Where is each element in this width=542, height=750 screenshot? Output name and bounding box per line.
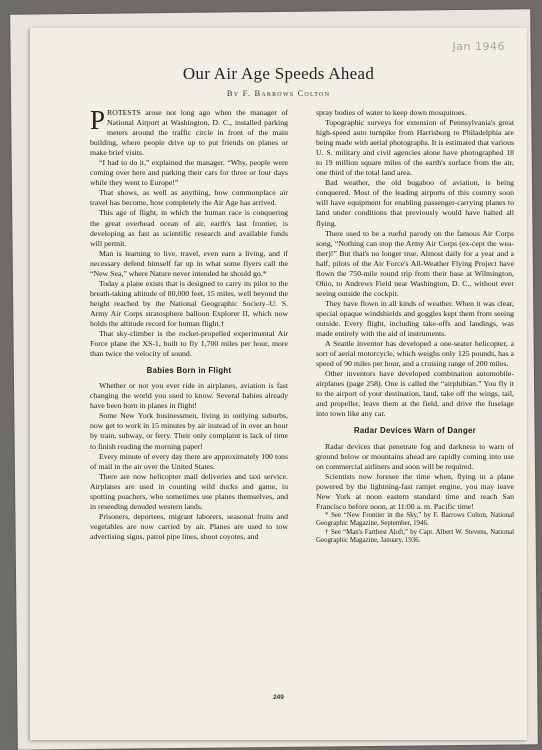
paragraph: Prisoners, deportees, migrant laborers, seasonal fruits and vegetables are now carried by air. Planes are used to tow advertising signs, patrol pipe lines, shoot coyotes, and bbox=[90, 511, 288, 541]
paragraph: Other inventors have developed combination automobile-airplanes (page 258). One is called the “airphibian.” You fly it to the airport of your destination, land, take off the wings, tail, and propeller, leave them at the field, and drive the fuselage into town like any car. bbox=[316, 369, 514, 419]
magazine-page bbox=[30, 28, 527, 740]
paragraph: spray bodies of water to keep down mosquitoes. bbox=[316, 108, 467, 117]
paragraph: Man is learning to live, travel, even earn a living, and if necessary defend himself far up in what some flyers call the “New Sea,” where Nature never intended he should go.* bbox=[90, 248, 288, 278]
paragraph: That shows, as well as anything, how commonplace air travel has become, how completely the Air Age has arrived. bbox=[90, 188, 288, 208]
paragraph: “I had to do it,” explained the manager. “Why, people were coming over here and parking their cars for three or four days while they went to Europe!” bbox=[90, 158, 288, 188]
article-byline: By F. Barrows Colton bbox=[226, 88, 331, 98]
subhead-babies-born: Babies Born in Flight bbox=[146, 366, 232, 376]
paragraph: A Seattle inventor has developed a one-seater helicopter, a sort of aerial motorcycle, which weighs only 125 pounds, has a speed of 90 miles per hour, and a cruising range of 200 miles. bbox=[316, 339, 514, 369]
footnotes bbox=[316, 512, 514, 546]
right-paragraphs bbox=[316, 108, 514, 419]
paragraph: Every minute of every day there are approximately 100 tons of mail in the air over the United States. bbox=[90, 451, 288, 471]
paragraph: Radar devices that penetrate fog and darkness to warn of ground below or mountains ahead are rapidly coming into use on commercial airliners and soon will be required. bbox=[316, 441, 514, 471]
right-column bbox=[316, 108, 514, 545]
paragraph: There used to be a rueful parody on the famous Air Corps song, “Nothing can stop the Army Air Corps (ex-cept the wea-ther)!” But that's no longer true. Almost daily for a year and a half, pilots of the Air Force's All-Weather Flying Project have flown the 750-mile round trip from their base at Wilmington, Ohio, to Andrews Field near Washington, D. C., without ever seeing outside the cockpit. bbox=[316, 228, 514, 298]
drop-cap: P bbox=[90, 105, 106, 135]
footnote: * See “New Frontier in the Sky,” by F. Barrows Colton, National Geographic Magazine, September, 1946. bbox=[316, 511, 514, 528]
paragraph: Scientists now foresee the time when, flying in a plane powered by the lightning-fast ramjet engine, you may leave New York at noon eastern standard time and reach San Francisco before noon, at 11:00 a. m. Pacific time! bbox=[316, 471, 514, 511]
paragraph: This age of flight, in which the human race is conquering the great overhead ocean of air, earth's last frontier, is developing as fast as scientific research and available funds will permit. bbox=[90, 208, 288, 248]
paragraph: Topographic surveys for extension of Pennsylvania's great high-speed auto turnpike from Harrisburg to Philadelphia are being made with aerial photographs. It is estimated that various U. S. military and civil agencies alone have photographed 18 to 19 million square miles of the earth's surface from the air, one third of the total land area. bbox=[316, 118, 514, 178]
paragraph: There are now helicopter mail deliveries and taxi service. Airplanes are used in counting wild ducks and game, in spotting poachers, who sometimes use planes themselves, and in reseeding denuded western lands. bbox=[90, 471, 288, 511]
right-paragraphs-2 bbox=[316, 442, 514, 512]
paragraph: Some New York businessmen, living in outlying suburbs, now get to work in 15 minutes by air instead of in over an hour by train, subway, or ferry. Their only complaint is lack of time to finish reading the morning paper! bbox=[90, 411, 288, 451]
paragraph: That sky-climber is the rocket-propelled experimental Air Force plane the XS-1, built to fly 1,700 miles per hour, more than twice the velocity of sound. bbox=[90, 329, 288, 359]
paragraph: Bad weather, the old bugaboo of aviation, is being conquered. Most of the leading airports of this country soon will have equipment for enabling passenger-carrying planes to land under conditions that previously would have halted all flying. bbox=[316, 178, 514, 228]
page-number: 249 bbox=[273, 694, 284, 701]
subhead-radar: Radar Devices Warn of Danger bbox=[353, 426, 477, 436]
left-paragraphs-2 bbox=[90, 381, 288, 542]
paragraph: They have flown in all kinds of weather. When it was clear, special opaque windshields and goggles kept them from seeing outside. Every flight, including take-offs and landings, was made entirely with the aid of instruments. bbox=[316, 298, 514, 339]
paragraph: PROTESTS arose not long ago when the manager of National Airport at Washington, D. C., installed parking meters around the traffic circle in front of the main building, where people drive up to put friends on planes or make brief visits. bbox=[90, 105, 288, 158]
pencil-annotation: Jan 1946 bbox=[452, 40, 505, 53]
paragraph: Today a plane exists that is designed to carry its pilot to the breath-taking altitude of 80,000 feet, 15 miles, well beyond the height reached by the National Geographic Society–U. S. Army Air Corps stratosphere balloon Explorer II, which now holds the altitude record for human flight.† bbox=[90, 278, 288, 328]
article-title: Our Air Age Speeds Ahead bbox=[182, 64, 375, 83]
left-column bbox=[90, 105, 288, 542]
footnote: † See “Man's Farthest Aloft,” by Capt. Albert W. Stevens, National Geographic Magazine, January, 1936. bbox=[316, 528, 514, 545]
left-paragraphs bbox=[90, 105, 288, 359]
paragraph: Whether or not you ever ride in airplanes, aviation is fast changing the world you used to know. Several babies already have been born in planes in flight! bbox=[90, 381, 288, 411]
